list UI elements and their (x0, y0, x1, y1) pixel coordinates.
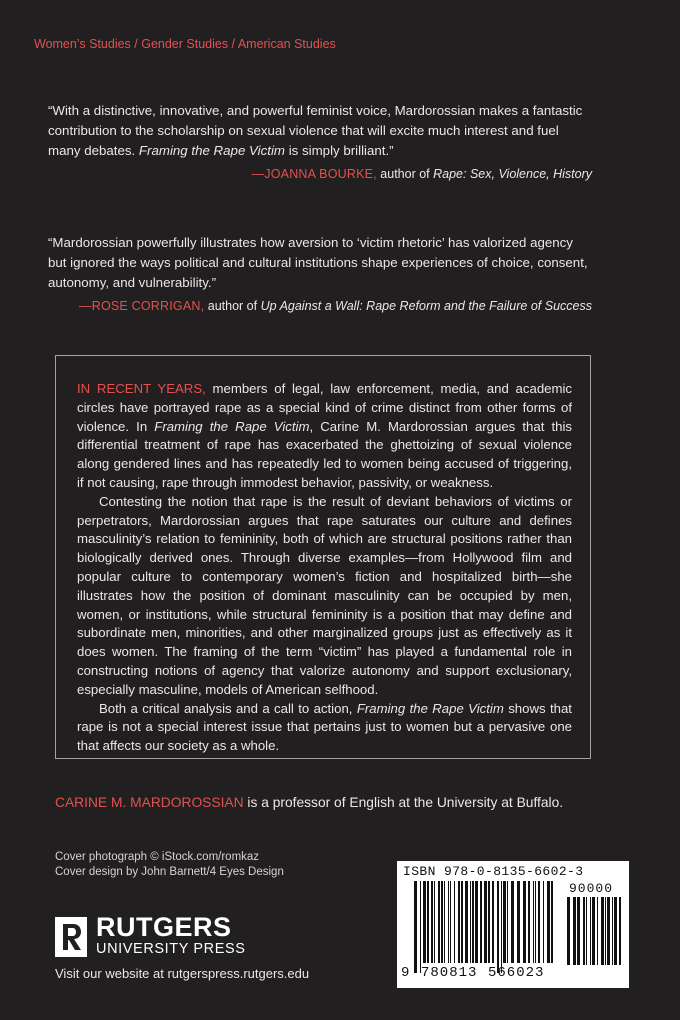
photo-credit: Cover photograph © iStock.com/romkaz (55, 851, 260, 863)
barcode-bar (573, 897, 576, 965)
author-bio-text: is a professor of English at the University at Buffalo. (243, 795, 564, 810)
endorsement-quote-2: “Mardorossian powerfully illustrates how aversion to ‘victim rhetoric’ has valorized agency but ignored the ways political and cultural institutions shape experiences of choice, consent, autonomy, and vulnerability.” (48, 235, 588, 290)
barcode-bar (511, 881, 514, 963)
ean-first-digit: 9 (401, 965, 410, 981)
quote-1-text-b: is simply brilliant.” (285, 143, 394, 158)
barcode-bar (484, 881, 487, 963)
design-credit: Cover design by John Barnett/4 Eyes Design (55, 866, 284, 878)
quote-2-work: Up Against a Wall: Rape Reform and the Failure of Success (260, 299, 592, 313)
barcode-bar (590, 897, 591, 965)
barcode-bar (461, 881, 463, 963)
barcode-bar (420, 881, 421, 973)
barcode-bar (503, 881, 506, 963)
barcode-bar (601, 897, 604, 965)
author-name: CARINE M. MARDOROSSIAN (55, 795, 244, 810)
barcode-bar (454, 881, 455, 963)
barcode-bar (538, 881, 540, 963)
barcode-bar (543, 881, 544, 963)
barcode-bar (427, 881, 429, 963)
barcode-bar (535, 881, 536, 963)
barcode-bar (523, 881, 526, 963)
quote-2-attribution (79, 299, 592, 313)
quote-1-attribution (252, 167, 592, 181)
quote-1-text-a: “With a distinctive, innovative, and powerful feminist voice, Mardorossian makes a fantastic contribution to the scholarship on sexual violence that will excite much interest and fuel many debates. (48, 103, 583, 158)
endorsement-quote-1 (48, 101, 594, 161)
barcode-bar (488, 881, 490, 963)
barcode-bar (458, 881, 460, 963)
barcode-bar (517, 881, 520, 963)
description-p1-text-a: members of legal, law enforcement, media, and academic circles have portrayed rape as a special kind of crime distinct from other forms of violence. In (77, 381, 572, 434)
barcode-bar (475, 881, 478, 963)
barcode-bar (448, 881, 449, 963)
ean-group-1: 780813 (421, 965, 478, 981)
barcode-bar (480, 881, 482, 963)
barcode-bar (507, 881, 508, 963)
author-bio (55, 795, 563, 810)
addon-bars (567, 897, 623, 975)
barcode-bar (434, 881, 435, 963)
description-p1-title: Framing the Rape Victim (154, 418, 310, 434)
barcode-bar (533, 881, 534, 963)
barcode-bar (551, 881, 553, 963)
description-p3-text-b: shows that rape is not a special interest issue that pertains just to women but a pervasive one that affects our society as a whole. (77, 700, 572, 754)
quote-1-work: Rape: Sex, Violence, History (433, 167, 592, 181)
barcode-bar (444, 881, 445, 963)
barcode-bar (586, 897, 587, 965)
isbn-barcode (397, 861, 629, 988)
quote-1-author-of: author of (376, 167, 434, 181)
barcode-bar (619, 897, 621, 965)
quote-1-author-name: —JOANNA BOURKE, (251, 167, 377, 181)
barcode-bar (612, 897, 613, 965)
barcode-bar (438, 881, 440, 963)
publisher-subtitle: UNIVERSITY PRESS (96, 941, 246, 957)
price-code: 90000 (569, 881, 614, 896)
description-paragraph-1 (77, 380, 572, 493)
book-description (77, 380, 572, 756)
quote-2-author-name: —ROSE CORRIGAN, (79, 299, 205, 313)
isbn-number: ISBN 978-0-8135-6602-3 (403, 864, 584, 879)
rutgers-logo-icon (55, 917, 87, 957)
barcode-bar (577, 897, 580, 965)
barcode-bar (547, 881, 550, 963)
publisher-website: Visit our website at rutgerspress.rutgers.edu (55, 966, 310, 981)
ean-bars (414, 881, 554, 973)
barcode-bar (423, 881, 426, 963)
category-line: Women’s Studies / Gender Studies / American Studies (34, 37, 336, 51)
barcode-bar (607, 897, 610, 965)
barcode-bar (567, 897, 570, 965)
barcode-bar (472, 881, 474, 963)
barcode-bar (497, 881, 499, 973)
barcode-bar (605, 897, 606, 965)
quote-1-book-title: Framing the Rape Victim (138, 143, 285, 158)
publisher-name: RUTGERS (96, 912, 232, 942)
description-lead: IN RECENT YEARS, (77, 381, 206, 396)
barcode-bar (614, 897, 617, 965)
barcode-bar (470, 881, 471, 963)
barcode-bar (492, 881, 494, 963)
barcode-bar (431, 881, 433, 963)
quote-2-author-of: author of (204, 299, 261, 313)
barcode-bar (441, 881, 443, 963)
description-p1-text-b: , Carine M. Mardorossian argues that this differential treatment of rape has exacerbated the ghettoizing of sexual violence along gendered lines and has repeatedly led to women being accused of triggering, if not causing, rape through immodest behavior, passivity, or weakness. (77, 418, 572, 490)
description-p3-title: Framing the Rape Victim (356, 700, 504, 716)
description-paragraph-3 (77, 700, 572, 756)
description-p3-text-a: Both a critical analysis and a call to action, (99, 700, 357, 716)
description-paragraph-2: Contesting the notion that rape is the result of deviant behaviors of victims or perpetrators, Mardorossian argues that rape saturates our culture and defines masculinity’s relation to femininity, both of which are structural positions rather than biologically derived ones. Through diverse examples—from Hollywood film and popular culture to contemporary women’s fiction and hospitalized birth—she illustrates how the position of dominant masculinity can be occupied by men, women, or institutions, while structural femininity is a position that may define and subordinate men, minorities, and other marginalized groups just as effectively as it does women. The framing of the term “victim” has played a fundamental role in constructing notions of agency that valorize autonomy and support exclusionary, especially masculine, models of American selfhood. (77, 493, 572, 697)
ean-group-2: 566023 (488, 965, 545, 981)
barcode-bar (592, 897, 595, 965)
barcode-bar (528, 881, 530, 963)
barcode-bar (597, 897, 598, 965)
barcode-bar (465, 881, 468, 963)
barcode-bar (414, 881, 417, 973)
barcode-bar (450, 881, 451, 963)
barcode-bar (583, 897, 585, 965)
barcode-bar (501, 881, 502, 973)
